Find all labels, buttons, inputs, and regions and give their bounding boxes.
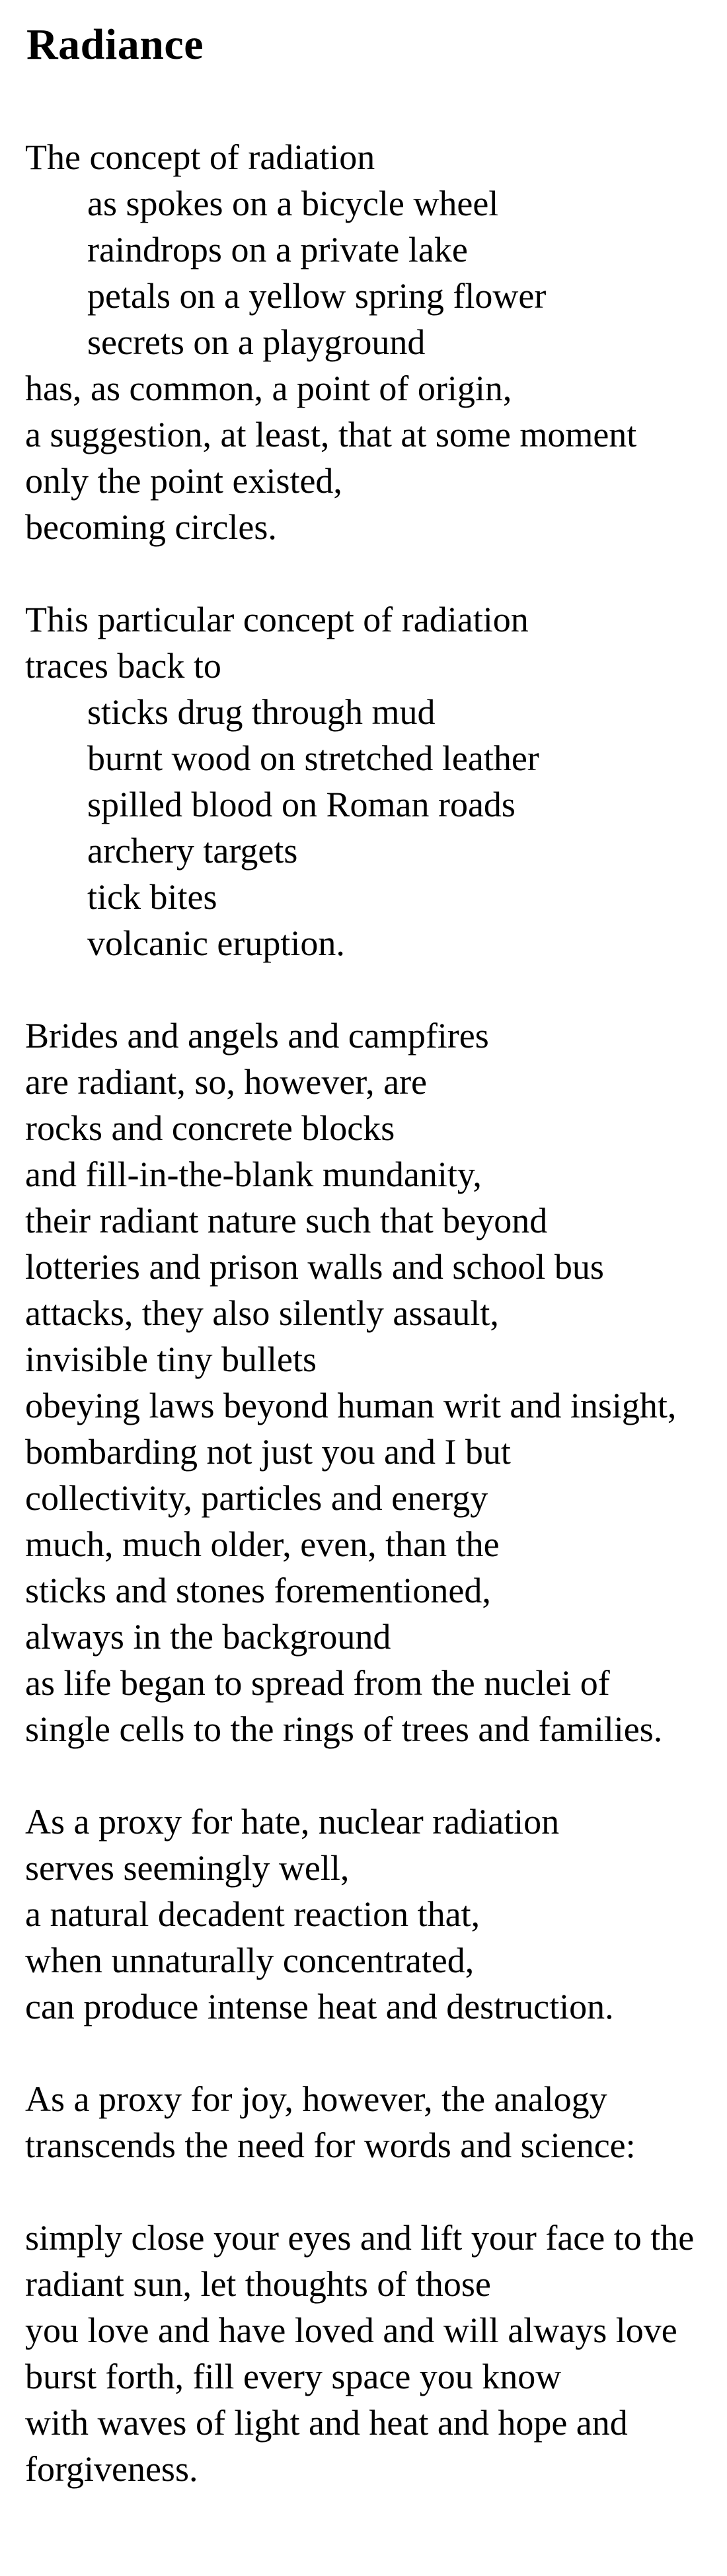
poem-line: collectivity, particles and energy bbox=[25, 1478, 488, 1519]
poem-line: can produce intense heat and destruction. bbox=[25, 1987, 614, 2027]
poem-line: has, as common, a point of origin, bbox=[25, 369, 512, 409]
poem-line: with waves of light and heat and hope and bbox=[25, 2403, 628, 2443]
poem-line: always in the background bbox=[25, 1617, 391, 1657]
poem-line: raindrops on a private lake bbox=[87, 230, 468, 270]
poem-line: a suggestion, at least, that at some moment bbox=[25, 415, 637, 455]
poem-line: archery targets bbox=[87, 831, 298, 871]
poem-line: obeying laws beyond human writ and insight, bbox=[25, 1386, 677, 1426]
poem-line: As a proxy for joy, however, the analogy bbox=[25, 2079, 607, 2120]
poem-line: traces back to bbox=[25, 646, 221, 686]
poem-line: much, much older, even, than the bbox=[25, 1524, 500, 1565]
poem-line: burst forth, fill every space you know bbox=[25, 2357, 562, 2397]
poem-line: tick bites bbox=[87, 877, 217, 917]
poem-stanza bbox=[25, 1799, 720, 2030]
poem-line: you love and have loved and will always love bbox=[25, 2310, 677, 2351]
poem-body bbox=[25, 134, 720, 2492]
poem-line: becoming circles. bbox=[25, 507, 277, 548]
poem-stanza bbox=[25, 1013, 720, 1752]
poem-line: The concept of radiation bbox=[25, 137, 375, 178]
poem-stanza bbox=[25, 2076, 720, 2168]
poem-title: Radiance bbox=[26, 20, 204, 69]
poem-line: only the point existed, bbox=[25, 461, 342, 501]
poem-line: volcanic eruption. bbox=[87, 923, 345, 964]
poem-stanza bbox=[25, 134, 720, 550]
poem-stanza bbox=[25, 596, 720, 966]
poem-line: This particular concept of radiation bbox=[25, 600, 529, 640]
poem-line: petals on a yellow spring flower bbox=[87, 276, 547, 316]
poem-line: forgiveness. bbox=[25, 2449, 198, 2489]
poem-line: single cells to the rings of trees and families. bbox=[25, 1709, 663, 1750]
poem-line: bombarding not just you and I but bbox=[25, 1432, 511, 1472]
poem-line: lotteries and prison walls and school bus bbox=[25, 1247, 604, 1287]
poem-line: burnt wood on stretched leather bbox=[87, 738, 539, 779]
poem-line: and fill-in-the-blank mundanity, bbox=[25, 1155, 482, 1195]
poem-line: invisible tiny bullets bbox=[25, 1340, 317, 1380]
poem-line: rocks and concrete blocks bbox=[25, 1108, 395, 1149]
poem-line: a natural decadent reaction that, bbox=[25, 1894, 480, 1935]
poem-line: as spokes on a bicycle wheel bbox=[87, 184, 499, 224]
poem-stanza bbox=[25, 2215, 720, 2492]
poem-line: transcends the need for words and science: bbox=[25, 2126, 636, 2166]
poem-line: when unnaturally concentrated, bbox=[25, 1941, 475, 1981]
poem-line: sticks and stones forementioned, bbox=[25, 1571, 491, 1611]
poem-line: as life began to spread from the nuclei of bbox=[25, 1663, 610, 1703]
poem-line: sticks drug through mud bbox=[87, 692, 436, 733]
poem-line: are radiant, so, however, are bbox=[25, 1062, 428, 1102]
poem-line: their radiant nature such that beyond bbox=[25, 1201, 548, 1241]
poem-line: secrets on a playground bbox=[87, 322, 426, 363]
poem-line: Brides and angels and campfires bbox=[25, 1016, 489, 1056]
poem-line: serves seemingly well, bbox=[25, 1848, 350, 1888]
poem-line: spilled blood on Roman roads bbox=[87, 785, 516, 825]
poem-line: As a proxy for hate, nuclear radiation bbox=[25, 1802, 560, 1842]
poem-line: attacks, they also silently assault, bbox=[25, 1293, 499, 1334]
poem-line: radiant sun, let thoughts of those bbox=[25, 2264, 491, 2305]
poem-line: simply close your eyes and lift your face to the bbox=[25, 2218, 695, 2258]
